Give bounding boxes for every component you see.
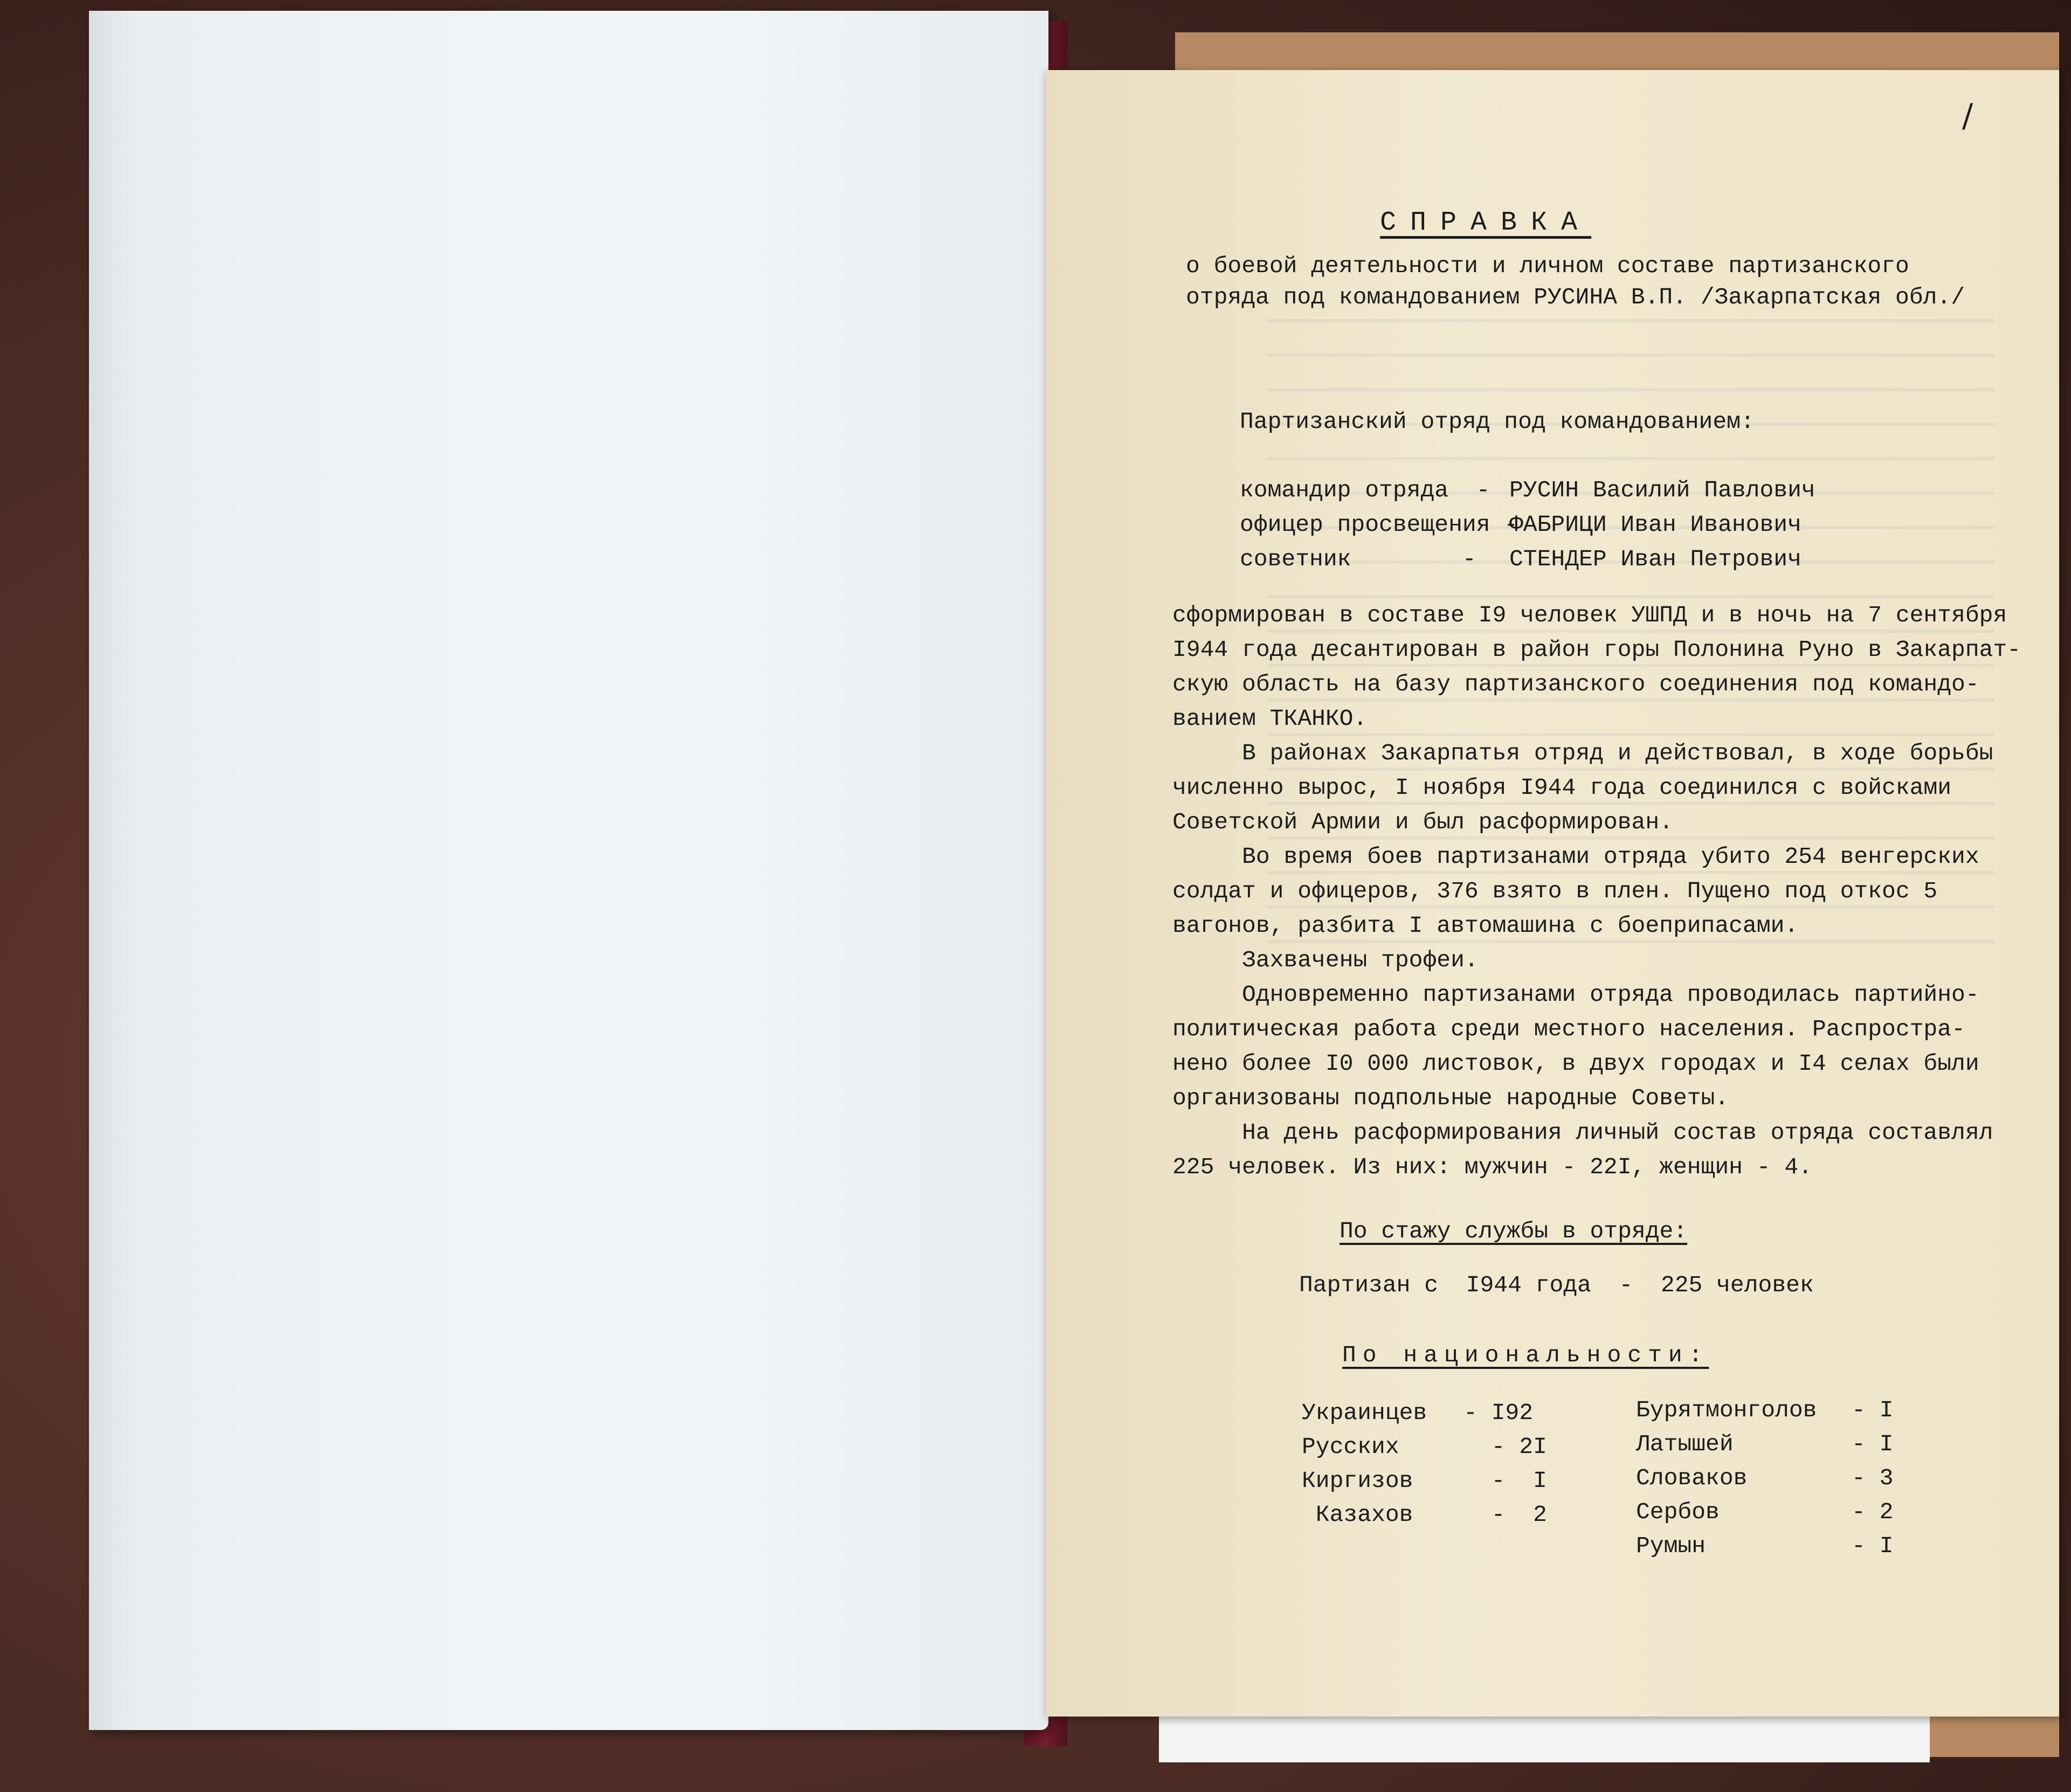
body-line: сформирован в составе I9 человек УШПД и в ночь на 7 сентября — [1172, 602, 2007, 628]
body-line: I944 года десантирован в район горы Полонина Руно в Закарпат- — [1172, 636, 2021, 663]
nationality-row — [1636, 1427, 1893, 1461]
nationality-row — [1636, 1495, 1893, 1529]
body-line: Советской Армии и был расформирован. — [1172, 809, 1673, 835]
staff-row — [1240, 542, 1815, 577]
nationality-heading: По национальности: — [1342, 1342, 1709, 1368]
body-line: политическая работа среди местного населения. Распростра- — [1172, 1016, 1965, 1042]
nationality-left-column — [1302, 1396, 1547, 1532]
service-heading: По стажу службы в отряде: — [1340, 1218, 1688, 1244]
nationality-name: Киргизов — [1302, 1468, 1413, 1494]
staff-role: командир отряда - — [1240, 477, 1490, 503]
nationality-count: - 2 — [1463, 1502, 1547, 1528]
nationality-row — [1302, 1396, 1547, 1430]
nationality-count: - 2I — [1463, 1434, 1547, 1460]
nationality-row — [1636, 1461, 1893, 1495]
nationality-name: Латышей — [1636, 1431, 1734, 1457]
nationality-right-column — [1636, 1393, 1893, 1563]
nationality-name: Сербов — [1636, 1499, 1720, 1525]
left-page-shadow — [89, 11, 137, 1730]
nationality-count: - I92 — [1463, 1400, 1534, 1426]
staff-name: ФАБРИЦИ Иван Иванович — [1509, 511, 1801, 538]
nationality-row — [1636, 1529, 1893, 1563]
staff-row — [1240, 473, 1815, 508]
subtitle-line: о боевой деятельности и личном составе партизанского — [1186, 253, 1909, 279]
nationality-row — [1636, 1393, 1893, 1427]
staff-name: РУСИН Василий Павлович — [1509, 477, 1815, 503]
body-line: На день расформирования личный состав отряда составлял — [1172, 1119, 1993, 1146]
body-line: численно вырос, I ноября I944 года соединился с войсками — [1172, 774, 1952, 801]
page-number: / — [1962, 97, 1973, 135]
nationality-count: - I — [1852, 1397, 1894, 1423]
staff-list — [1240, 473, 1815, 577]
staff-row — [1240, 508, 1815, 542]
nationality-count: - 2 — [1852, 1499, 1894, 1525]
nationality-name: Румын — [1636, 1533, 1706, 1559]
intro-line: Партизанский отряд под командованием: — [1240, 409, 1755, 435]
body-line: 225 человек. Из них: мужчин - 22I, женщин - 4. — [1172, 1154, 1812, 1180]
body-line: В районах Закарпатья отряд и действовал, в ходе борьбы — [1172, 740, 1993, 766]
subtitle-line: отряда под командованием РУСИНА В.П. /Закарпатская обл./ — [1186, 284, 1965, 310]
nationality-count: - I — [1852, 1533, 1894, 1559]
left-blank-page — [89, 11, 1048, 1730]
staff-name: СТЕНДЕР Иван Петрович — [1509, 546, 1801, 572]
body-line: скую область на базу партизанского соединения под командо- — [1172, 671, 1979, 697]
nationality-name: Украинцев — [1302, 1400, 1427, 1426]
nationality-row — [1302, 1464, 1547, 1498]
nationality-count: - I — [1463, 1468, 1547, 1494]
document-title: СПРАВКА — [1380, 207, 1592, 238]
body-line: ванием ТКАНКО. — [1172, 705, 1368, 732]
body-line: солдат и офицеров, 376 взято в плен. Пущено под откос 5 — [1172, 878, 1938, 904]
nationality-name: Казахов — [1302, 1502, 1413, 1528]
body-line: Одновременно партизанами отряда проводилась партийно- — [1172, 981, 1979, 1008]
nationality-count: - I — [1852, 1431, 1894, 1457]
document-subtitle — [1186, 251, 1965, 313]
nationality-row — [1302, 1430, 1547, 1464]
body-line: организованы подпольные народные Советы. — [1172, 1085, 1729, 1111]
nationality-row — [1302, 1498, 1547, 1532]
staff-role: офицер просвещения - — [1240, 511, 1518, 538]
body-line: Во время боев партизанами отряда убито 254 венгерских — [1172, 843, 1979, 870]
service-line: Партизан с I944 года - 225 человек — [1299, 1272, 1814, 1298]
body-line: Захвачены трофеи. — [1172, 947, 1479, 973]
staff-role: советник - — [1240, 546, 1476, 572]
nationality-name: Бурятмонголов — [1636, 1397, 1817, 1423]
document-body — [1172, 598, 2024, 1185]
nationality-name: Русских — [1302, 1434, 1399, 1460]
nationality-count: - 3 — [1852, 1465, 1894, 1491]
body-line: вагонов, разбита I автомашина с боеприпасами. — [1172, 912, 1799, 939]
body-line: нено более I0 000 листовок, в двух городах и I4 селах были — [1172, 1050, 1979, 1077]
nationality-name: Словаков — [1636, 1465, 1748, 1491]
